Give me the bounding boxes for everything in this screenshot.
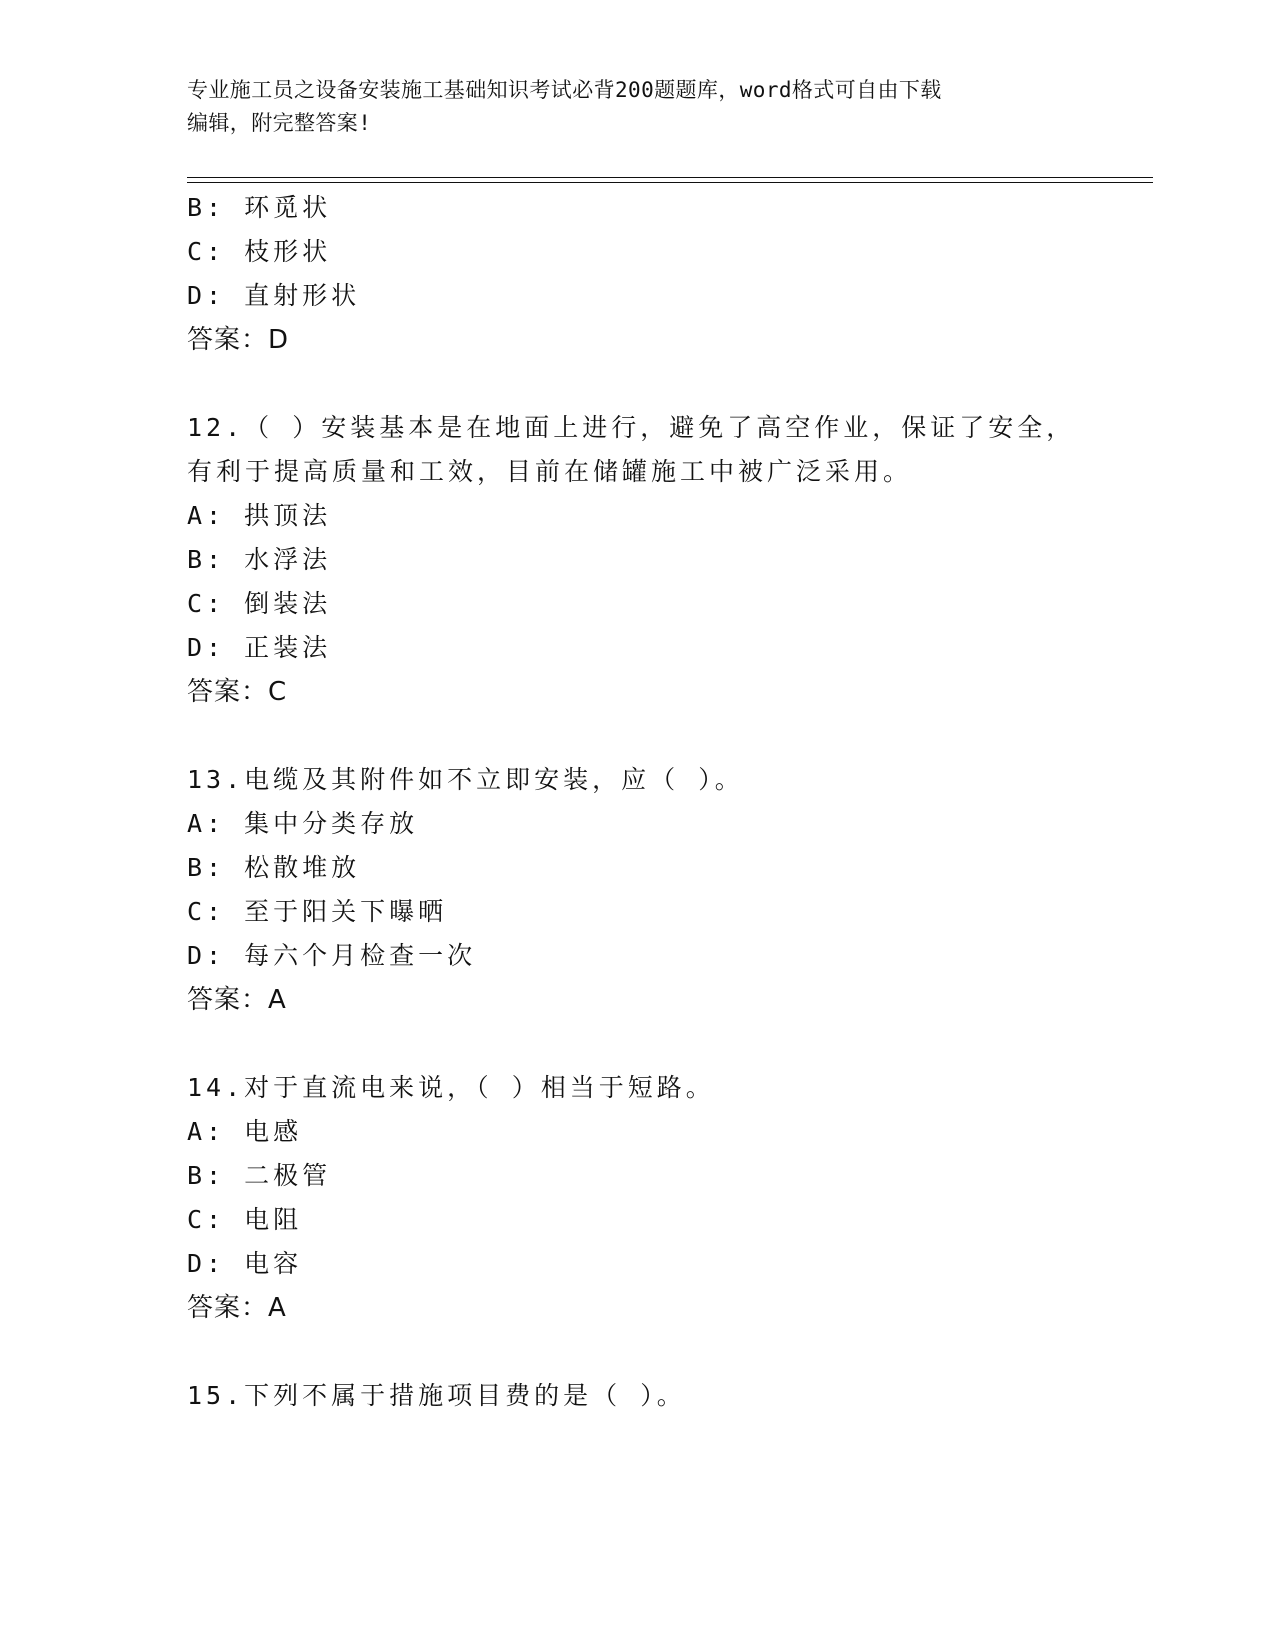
question-12-option-c: C: 倒装法 bbox=[187, 589, 332, 618]
question-13-option-a: A: 集中分类存放 bbox=[187, 809, 419, 838]
question-12-option-a: A: 拱顶法 bbox=[187, 501, 332, 530]
question-12-stem-line-2: 有利于提高质量和工效，目前在储罐施工中被广泛采用。 bbox=[187, 457, 913, 486]
question-14-option-d: D: 电容 bbox=[187, 1249, 303, 1278]
question-12-option-b: B: 水浮法 bbox=[187, 545, 332, 574]
question-13-option-b: B: 松散堆放 bbox=[187, 853, 361, 882]
partial-question-option-b: B: 环觅状 bbox=[187, 193, 332, 222]
question-14-option-b: B: 二极管 bbox=[187, 1161, 332, 1190]
question-14-option-c: C: 电阻 bbox=[187, 1205, 303, 1234]
header-divider-bottom bbox=[187, 182, 1153, 183]
partial-question-option-d: D: 直射形状 bbox=[187, 281, 361, 310]
question-14-stem: 14.对于直流电来说，（ ）相当于短路。 bbox=[187, 1073, 715, 1102]
question-13-option-c: C: 至于阳关下曝晒 bbox=[187, 897, 448, 926]
header-title-line-1: 专业施工员之设备安装施工基础知识考试必背200题题库，word格式可自由下载 bbox=[187, 78, 942, 102]
question-13-stem: 13.电缆及其附件如不立即安装，应（ ）。 bbox=[187, 765, 744, 794]
document-header bbox=[187, 74, 1087, 140]
question-13-option-d: D: 每六个月检查一次 bbox=[187, 941, 477, 970]
question-12-option-d: D: 正装法 bbox=[187, 633, 332, 662]
question-12-answer: 答案：C bbox=[187, 677, 288, 707]
header-divider-top bbox=[187, 177, 1153, 178]
header-title-line-2: 编辑，附完整答案! bbox=[187, 111, 372, 135]
question-14-option-a: A: 电感 bbox=[187, 1117, 303, 1146]
question-15-stem: 15.下列不属于措施项目费的是（ ）。 bbox=[187, 1381, 686, 1410]
partial-question-option-c: C: 枝形状 bbox=[187, 237, 332, 266]
partial-question-answer: 答案：D bbox=[187, 325, 290, 355]
question-13-answer: 答案：A bbox=[187, 985, 287, 1015]
question-14-answer: 答案：A bbox=[187, 1293, 287, 1323]
question-12-stem-line-1: 12.（ ）安装基本是在地面上进行，避免了高空作业，保证了安全， bbox=[187, 413, 1076, 442]
